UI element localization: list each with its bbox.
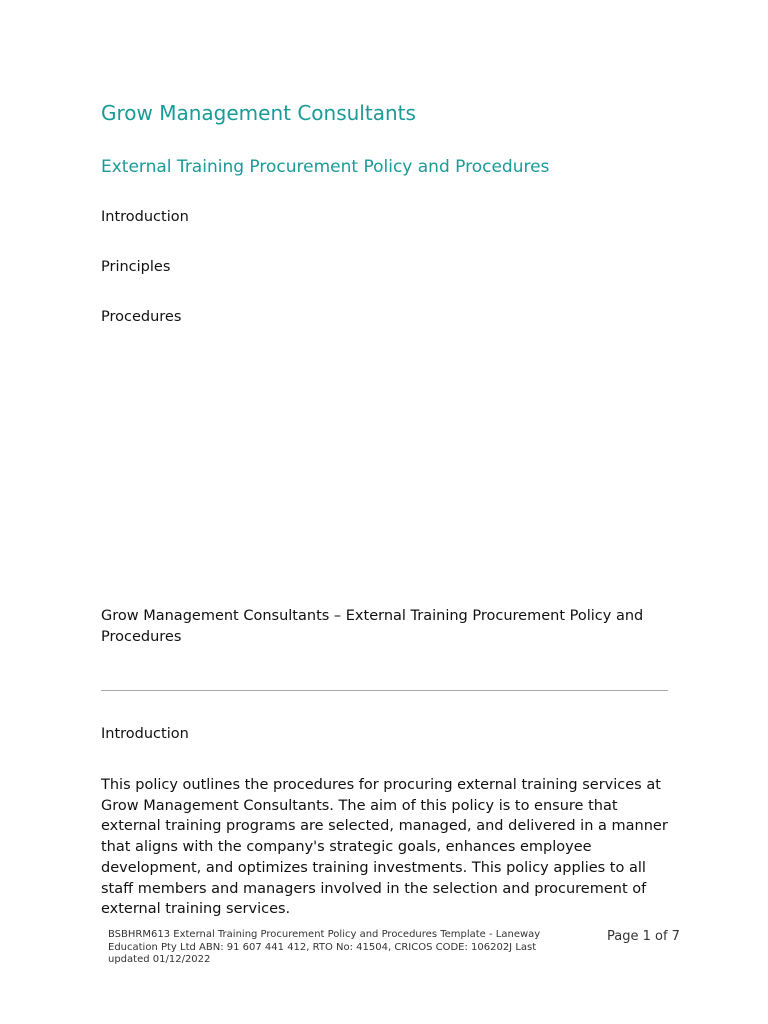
document-subtitle: External Training Procurement Policy and Procedures (101, 157, 550, 177)
introduction-paragraph: This policy outlines the procedures for procuring external training services at Grow Management Consultants. The aim of this policy is to ensure that external training programs are selected, managed, and delivered in a manner that aligns with the company's strategic goals, enhances employee development, and optimizes training investments. This policy applies to all staff members and managers involved in the selection and procurement of external training services. (101, 777, 668, 918)
toc-item-procedures: Procedures (101, 309, 182, 325)
section-divider (101, 690, 668, 691)
document-title: Grow Management Consultants (101, 101, 416, 125)
running-head: Grow Management Consultants – External Training Procurement Policy and Procedures (101, 608, 644, 645)
toc-item-introduction: Introduction (101, 209, 189, 225)
toc-item-principles: Principles (101, 259, 171, 275)
page-number: Page 1 of 7 (607, 929, 680, 944)
footer-text: BSBHRM613 External Training Procurement Policy and Procedures Template - Laneway Education Pty Ltd ABN: 91 607 441 412, RTO No: 41504, CRICOS CODE: 106202J Last updated 01/12/2022 (108, 929, 541, 965)
section-heading-introduction: Introduction (101, 726, 189, 742)
